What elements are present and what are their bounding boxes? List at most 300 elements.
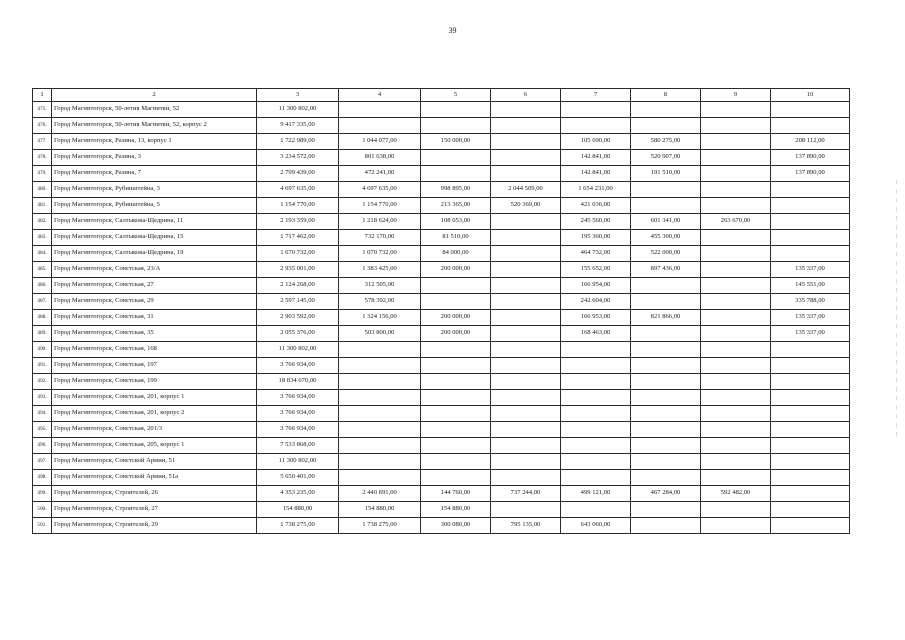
total-cost-cell: 2 597 145,00: [257, 294, 339, 310]
table-row: [33, 486, 850, 502]
col-8-cell: [631, 294, 701, 310]
address-cell: Город Магнитогорск, Советская, 23/А: [52, 262, 257, 278]
address-cell: Город Магнитогорск, Советская, 29: [52, 294, 257, 310]
total-cost-cell: 2 935 001,00: [257, 262, 339, 278]
col-5-cell: 200 000,00: [421, 326, 491, 342]
col-10-cell: 135 337,00: [771, 262, 850, 278]
table-row: [33, 278, 850, 294]
row-number-cell: 501.: [33, 518, 52, 534]
total-cost-cell: 18 834 670,00: [257, 374, 339, 390]
col-10-cell: [771, 422, 850, 438]
column-header: 9: [701, 89, 771, 102]
col-4-cell: 1 044 077,00: [339, 134, 421, 150]
row-number-cell: 487.: [33, 294, 52, 310]
col-10-cell: [771, 518, 850, 534]
col-5-cell: 108 053,00: [421, 214, 491, 230]
table-row: [33, 358, 850, 374]
table-row: [33, 102, 850, 118]
col-6-cell: [491, 166, 561, 182]
col-7-cell: [561, 502, 631, 518]
col-9-cell: 592 482,00: [701, 486, 771, 502]
col-8-cell: [631, 438, 701, 454]
col-4-cell: 732 170,00: [339, 230, 421, 246]
total-cost-cell: 3 766 934,00: [257, 406, 339, 422]
scan-margin-marks: [896, 180, 899, 440]
table-row: [33, 502, 850, 518]
col-6-cell: [491, 310, 561, 326]
col-10-cell: [771, 102, 850, 118]
total-cost-cell: 2 903 592,00: [257, 310, 339, 326]
col-6-cell: [491, 390, 561, 406]
col-6-cell: [491, 294, 561, 310]
col-10-cell: [771, 214, 850, 230]
total-cost-cell: 4 353 235,00: [257, 486, 339, 502]
row-number-cell: 481.: [33, 198, 52, 214]
col-8-cell: 897 436,00: [631, 262, 701, 278]
total-cost-cell: 11 300 802,00: [257, 342, 339, 358]
col-7-cell: 155 652,00: [561, 262, 631, 278]
col-6-cell: [491, 102, 561, 118]
col-7-cell: [561, 438, 631, 454]
col-9-cell: [701, 198, 771, 214]
row-number-cell: 479.: [33, 166, 52, 182]
col-9-cell: [701, 278, 771, 294]
col-7-cell: [561, 470, 631, 486]
col-9-cell: [701, 134, 771, 150]
col-5-cell: [421, 118, 491, 134]
col-4-cell: 503 800,00: [339, 326, 421, 342]
col-9-cell: [701, 518, 771, 534]
table-row: [33, 326, 850, 342]
address-cell: Город Магнитогорск, Строителей, 27: [52, 502, 257, 518]
total-cost-cell: 2 193 359,00: [257, 214, 339, 230]
col-6-cell: [491, 278, 561, 294]
col-7-cell: 499 121,00: [561, 486, 631, 502]
col-5-cell: 81 510,00: [421, 230, 491, 246]
col-7-cell: [561, 102, 631, 118]
table-row: [33, 198, 850, 214]
col-4-cell: 1 154 770,00: [339, 198, 421, 214]
table-row: [33, 262, 850, 278]
col-4-cell: [339, 358, 421, 374]
col-7-cell: 643 060,00: [561, 518, 631, 534]
col-8-cell: [631, 374, 701, 390]
col-4-cell: 1 070 732,00: [339, 246, 421, 262]
col-8-cell: 601 341,00: [631, 214, 701, 230]
column-header: 1: [33, 89, 52, 102]
col-4-cell: 1 324 156,00: [339, 310, 421, 326]
col-10-cell: [771, 342, 850, 358]
total-cost-cell: 3 766 934,00: [257, 358, 339, 374]
col-7-cell: 168 463,00: [561, 326, 631, 342]
col-4-cell: [339, 422, 421, 438]
table-row: [33, 294, 850, 310]
col-10-cell: [771, 486, 850, 502]
col-9-cell: [701, 422, 771, 438]
row-number-cell: 485.: [33, 262, 52, 278]
col-7-cell: 1 654 231,00: [561, 182, 631, 198]
col-6-cell: [491, 406, 561, 422]
col-8-cell: [631, 422, 701, 438]
col-6-cell: [491, 422, 561, 438]
col-7-cell: [561, 390, 631, 406]
col-10-cell: [771, 118, 850, 134]
address-cell: Город Магнитогорск, Советская, 168: [52, 342, 257, 358]
col-7-cell: 242 604,00: [561, 294, 631, 310]
col-10-cell: [771, 182, 850, 198]
col-9-cell: [701, 166, 771, 182]
total-cost-cell: 1 722 989,00: [257, 134, 339, 150]
col-5-cell: 200 000,00: [421, 262, 491, 278]
col-4-cell: 4 697 635,00: [339, 182, 421, 198]
row-number-cell: 483.: [33, 230, 52, 246]
col-4-cell: [339, 390, 421, 406]
capital-repair-table: [32, 88, 850, 534]
col-10-cell: [771, 390, 850, 406]
total-cost-cell: 1 670 732,00: [257, 246, 339, 262]
col-10-cell: [771, 358, 850, 374]
address-cell: Город Магнитогорск, Рубинштейна, 5: [52, 198, 257, 214]
total-cost-cell: 3 234 572,00: [257, 150, 339, 166]
col-8-cell: [631, 326, 701, 342]
col-6-cell: [491, 454, 561, 470]
col-8-cell: [631, 342, 701, 358]
col-8-cell: [631, 198, 701, 214]
col-6-cell: 795 135,00: [491, 518, 561, 534]
row-number-cell: 492.: [33, 374, 52, 390]
total-cost-cell: 2 799 439,00: [257, 166, 339, 182]
table-header-row: [33, 89, 850, 102]
address-cell: Город Магнитогорск, Салтыкова-Щедрина, 15: [52, 230, 257, 246]
table-row: [33, 134, 850, 150]
page-number: 39: [448, 26, 457, 35]
table-row: [33, 182, 850, 198]
col-4-cell: 472 241,00: [339, 166, 421, 182]
col-8-cell: 467 284,00: [631, 486, 701, 502]
col-5-cell: 213 365,00: [421, 198, 491, 214]
table-row: [33, 438, 850, 454]
total-cost-cell: 1 738 275,00: [257, 518, 339, 534]
col-6-cell: [491, 438, 561, 454]
col-7-cell: 421 036,00: [561, 198, 631, 214]
col-6-cell: [491, 342, 561, 358]
col-7-cell: [561, 454, 631, 470]
address-cell: Город Магнитогорск, Советская, 27: [52, 278, 257, 294]
col-9-cell: [701, 310, 771, 326]
column-header: 5: [421, 89, 491, 102]
col-5-cell: [421, 358, 491, 374]
col-8-cell: [631, 358, 701, 374]
row-number-cell: 486.: [33, 278, 52, 294]
col-4-cell: 1 383 425,00: [339, 262, 421, 278]
col-7-cell: 166 953,00: [561, 310, 631, 326]
col-9-cell: [701, 502, 771, 518]
col-5-cell: [421, 166, 491, 182]
col-7-cell: 142 841,00: [561, 166, 631, 182]
col-7-cell: 195 360,00: [561, 230, 631, 246]
col-6-cell: [491, 214, 561, 230]
col-7-cell: [561, 406, 631, 422]
total-cost-cell: 1 154 770,00: [257, 198, 339, 214]
col-4-cell: 1 218 624,00: [339, 214, 421, 230]
col-8-cell: [631, 102, 701, 118]
total-cost-cell: 1 717 462,00: [257, 230, 339, 246]
column-header: 10: [771, 89, 850, 102]
col-9-cell: [701, 294, 771, 310]
row-number-cell: 482.: [33, 214, 52, 230]
row-number-cell: 498.: [33, 470, 52, 486]
row-number-cell: 476.: [33, 118, 52, 134]
col-10-cell: 145 551,00: [771, 278, 850, 294]
table-row: [33, 470, 850, 486]
col-9-cell: [701, 470, 771, 486]
col-10-cell: [771, 454, 850, 470]
col-7-cell: 142 841,00: [561, 150, 631, 166]
address-cell: Город Магнитогорск, Салтыкова-Щедрина, 19: [52, 246, 257, 262]
row-number-cell: 490.: [33, 342, 52, 358]
row-number-cell: 496.: [33, 438, 52, 454]
col-8-cell: [631, 470, 701, 486]
col-10-cell: 208 112,00: [771, 134, 850, 150]
col-6-cell: [491, 262, 561, 278]
col-8-cell: [631, 502, 701, 518]
col-5-cell: [421, 374, 491, 390]
col-9-cell: [701, 358, 771, 374]
address-cell: Город Магнитогорск, Советская, 205, корпус 1: [52, 438, 257, 454]
column-header: 2: [52, 89, 257, 102]
col-8-cell: [631, 390, 701, 406]
table-row: [33, 374, 850, 390]
row-number-cell: 478.: [33, 150, 52, 166]
col-5-cell: [421, 294, 491, 310]
col-4-cell: [339, 102, 421, 118]
col-9-cell: [701, 246, 771, 262]
total-cost-cell: 2 124 268,00: [257, 278, 339, 294]
table-row: [33, 166, 850, 182]
address-cell: Город Магнитогорск, Разина, 3: [52, 150, 257, 166]
address-cell: Город Магнитогорск, Советской Армии, 51: [52, 454, 257, 470]
total-cost-cell: 7 533 868,00: [257, 438, 339, 454]
col-10-cell: [771, 374, 850, 390]
address-cell: Город Магнитогорск, Советская, 199: [52, 374, 257, 390]
col-10-cell: [771, 230, 850, 246]
col-6-cell: [491, 502, 561, 518]
col-9-cell: [701, 406, 771, 422]
col-6-cell: [491, 134, 561, 150]
col-7-cell: 105 690,00: [561, 134, 631, 150]
col-8-cell: [631, 182, 701, 198]
col-5-cell: [421, 102, 491, 118]
row-number-cell: 475.: [33, 102, 52, 118]
col-8-cell: 191 510,00: [631, 166, 701, 182]
row-number-cell: 494.: [33, 406, 52, 422]
col-5-cell: 154 880,00: [421, 502, 491, 518]
row-number-cell: 500.: [33, 502, 52, 518]
col-5-cell: [421, 422, 491, 438]
row-number-cell: 493.: [33, 390, 52, 406]
col-6-cell: [491, 470, 561, 486]
column-header: 6: [491, 89, 561, 102]
col-5-cell: [421, 150, 491, 166]
col-7-cell: [561, 118, 631, 134]
column-header: 4: [339, 89, 421, 102]
address-cell: Город Магнитогорск, Салтыкова-Щедрина, 11: [52, 214, 257, 230]
col-7-cell: [561, 342, 631, 358]
col-4-cell: [339, 374, 421, 390]
col-10-cell: 135 337,00: [771, 326, 850, 342]
row-number-cell: 491.: [33, 358, 52, 374]
address-cell: Город Магнитогорск, Советская, 201, корпус 1: [52, 390, 257, 406]
col-5-cell: 150 000,00: [421, 134, 491, 150]
address-cell: Город Магнитогорск, Советская, 197: [52, 358, 257, 374]
table-row: [33, 422, 850, 438]
total-cost-cell: 3 766 934,00: [257, 422, 339, 438]
col-8-cell: [631, 118, 701, 134]
col-10-cell: [771, 198, 850, 214]
col-10-cell: 137 890,00: [771, 166, 850, 182]
col-10-cell: [771, 406, 850, 422]
col-6-cell: [491, 118, 561, 134]
col-8-cell: 522 000,00: [631, 246, 701, 262]
row-number-cell: 499.: [33, 486, 52, 502]
table-row: [33, 406, 850, 422]
total-cost-cell: 9 417 335,00: [257, 118, 339, 134]
col-10-cell: 137 890,00: [771, 150, 850, 166]
total-cost-cell: 154 880,00: [257, 502, 339, 518]
col-9-cell: [701, 262, 771, 278]
address-cell: Город Магнитогорск, Строителей, 26: [52, 486, 257, 502]
col-9-cell: [701, 326, 771, 342]
table-row: [33, 342, 850, 358]
table-row: [33, 150, 850, 166]
col-5-cell: [421, 470, 491, 486]
col-10-cell: [771, 246, 850, 262]
col-9-cell: [701, 230, 771, 246]
table-row: [33, 230, 850, 246]
address-cell: Город Магнитогорск, Разина, 13, корпус 1: [52, 134, 257, 150]
col-5-cell: 144 760,00: [421, 486, 491, 502]
col-8-cell: [631, 278, 701, 294]
col-7-cell: [561, 422, 631, 438]
total-cost-cell: 2 055 376,00: [257, 326, 339, 342]
col-8-cell: [631, 518, 701, 534]
total-cost-cell: 11 300 802,00: [257, 102, 339, 118]
col-5-cell: [421, 438, 491, 454]
col-4-cell: 154 880,00: [339, 502, 421, 518]
col-9-cell: [701, 102, 771, 118]
col-7-cell: 245 560,00: [561, 214, 631, 230]
col-4-cell: [339, 438, 421, 454]
col-7-cell: [561, 358, 631, 374]
address-cell: Город Магнитогорск, 50-летия Магнитки, 52: [52, 102, 257, 118]
col-7-cell: 464 732,00: [561, 246, 631, 262]
col-4-cell: [339, 470, 421, 486]
col-5-cell: [421, 454, 491, 470]
col-10-cell: [771, 470, 850, 486]
col-9-cell: [701, 454, 771, 470]
col-5-cell: [421, 278, 491, 294]
col-6-cell: [491, 246, 561, 262]
col-4-cell: 801 638,00: [339, 150, 421, 166]
col-6-cell: 737 244,00: [491, 486, 561, 502]
address-cell: Город Магнитогорск, 50-летия Магнитки, 52, корпус 2: [52, 118, 257, 134]
col-6-cell: [491, 374, 561, 390]
address-cell: Город Магнитогорск, Рубинштейна, 3: [52, 182, 257, 198]
col-10-cell: 135 337,00: [771, 310, 850, 326]
address-cell: Город Магнитогорск, Разина, 7: [52, 166, 257, 182]
col-8-cell: 520 907,00: [631, 150, 701, 166]
col-6-cell: 2 044 509,00: [491, 182, 561, 198]
col-9-cell: [701, 182, 771, 198]
address-cell: Город Магнитогорск, Советской Армии, 51а: [52, 470, 257, 486]
col-9-cell: [701, 390, 771, 406]
col-9-cell: [701, 438, 771, 454]
col-8-cell: [631, 406, 701, 422]
col-5-cell: [421, 342, 491, 358]
col-4-cell: 1 738 275,00: [339, 518, 421, 534]
col-8-cell: 455 300,00: [631, 230, 701, 246]
table-row: [33, 310, 850, 326]
col-9-cell: [701, 118, 771, 134]
address-cell: Город Магнитогорск, Советская, 31: [52, 310, 257, 326]
col-4-cell: [339, 342, 421, 358]
total-cost-cell: 5 650 401,00: [257, 470, 339, 486]
table-row: [33, 118, 850, 134]
address-cell: Город Магнитогорск, Советская, 201, корпус 2: [52, 406, 257, 422]
row-number-cell: 497.: [33, 454, 52, 470]
col-8-cell: 821 866,00: [631, 310, 701, 326]
row-number-cell: 480.: [33, 182, 52, 198]
col-6-cell: [491, 326, 561, 342]
col-5-cell: 200 000,00: [421, 310, 491, 326]
col-4-cell: 578 392,00: [339, 294, 421, 310]
col-5-cell: [421, 406, 491, 422]
col-5-cell: 998 895,00: [421, 182, 491, 198]
col-4-cell: 312 505,00: [339, 278, 421, 294]
col-5-cell: [421, 390, 491, 406]
col-4-cell: 2 440 891,00: [339, 486, 421, 502]
col-7-cell: 166 954,00: [561, 278, 631, 294]
table-row: [33, 454, 850, 470]
table-body: [33, 102, 850, 534]
row-number-cell: 495.: [33, 422, 52, 438]
col-4-cell: [339, 118, 421, 134]
row-number-cell: 489.: [33, 326, 52, 342]
column-header: 3: [257, 89, 339, 102]
col-10-cell: 335 788,00: [771, 294, 850, 310]
column-header: 8: [631, 89, 701, 102]
column-header: 7: [561, 89, 631, 102]
col-9-cell: [701, 374, 771, 390]
col-5-cell: 300 080,00: [421, 518, 491, 534]
col-7-cell: [561, 374, 631, 390]
address-cell: Город Магнитогорск, Строителей, 29: [52, 518, 257, 534]
col-4-cell: [339, 406, 421, 422]
col-6-cell: 520 369,00: [491, 198, 561, 214]
col-6-cell: [491, 230, 561, 246]
row-number-cell: 484.: [33, 246, 52, 262]
col-9-cell: 263 670,00: [701, 214, 771, 230]
row-number-cell: 488.: [33, 310, 52, 326]
total-cost-cell: 3 766 934,00: [257, 390, 339, 406]
total-cost-cell: 4 697 635,00: [257, 182, 339, 198]
col-6-cell: [491, 150, 561, 166]
address-cell: Город Магнитогорск, Советская, 201/3: [52, 422, 257, 438]
total-cost-cell: 11 300 802,00: [257, 454, 339, 470]
table-row: [33, 214, 850, 230]
address-cell: Город Магнитогорск, Советская, 35: [52, 326, 257, 342]
col-9-cell: [701, 150, 771, 166]
